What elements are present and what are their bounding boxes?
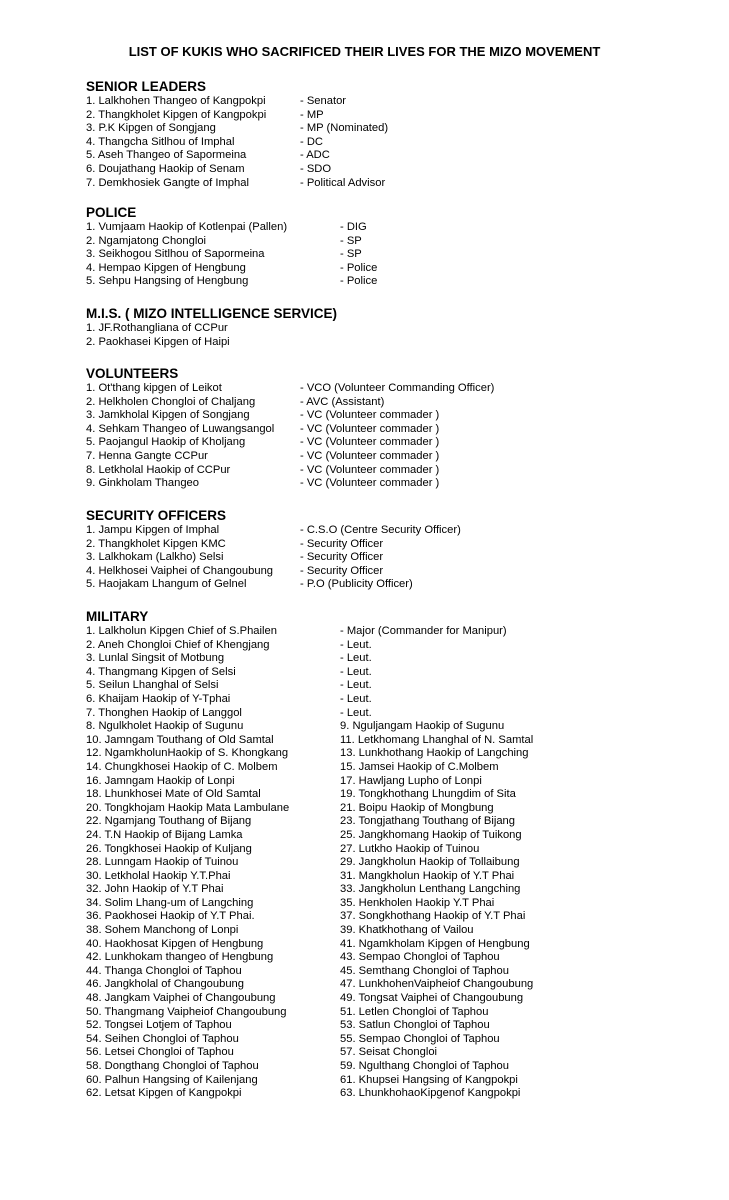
entry-name: 1. Vumjaam Haokip of Kotlenpai (Pallen) (86, 221, 288, 233)
entry-rank: - C.S.O (Centre Security Officer) (300, 524, 461, 536)
list-item (86, 720, 505, 734)
entry-name: 4. Thangmang Kipgen of Selsi (86, 665, 236, 678)
list-item (86, 856, 520, 870)
list-item (86, 1087, 521, 1101)
section-police (86, 205, 378, 289)
entry-rank: 47. LunkhohenVaipheiof Changoubung (340, 978, 534, 991)
section-heading: M.I.S. ( MIZO INTELLIGENCE SERVICE) (86, 306, 338, 321)
entry-name: 7. Henna Gangte CCPur (86, 449, 208, 462)
entry-name: 1. Jampu Kipgen of Imphal (86, 524, 220, 536)
entry-name: 60. Palhun Hangsing of Kailenjang (86, 1073, 258, 1086)
list-item (86, 1005, 489, 1020)
entry-name: 12. NgamkholunHaokip of S. Khongkang (86, 747, 289, 760)
list-item (86, 910, 526, 924)
entry-name: 20. Tongkhojam Haokip Mata Lambulane (86, 801, 290, 814)
list-item (86, 896, 495, 911)
entry-name: 7. Demkhosiek Gangte of Imphal (86, 176, 249, 189)
entry-name: 4. Thangcha Sitlhou of Imphal (86, 135, 235, 148)
list-item (86, 248, 362, 262)
entry-name: 40. Haokhosat Kipgen of Hengbung (86, 937, 264, 950)
entry-rank: - Security Officer (300, 564, 384, 577)
entry-rank: - AVC (Assistant) (300, 395, 385, 408)
list-item (86, 801, 494, 816)
entry-name: 3. P.K Kipgen of Songjang (86, 122, 216, 135)
list-item (86, 234, 362, 249)
list-item (86, 221, 367, 235)
entry-rank: 53. Satlun Chongloi of Taphou (340, 1019, 490, 1032)
entry-rank: - Police (340, 275, 378, 288)
entry-rank: 37. Songkhothang Haokip of Y.T Phai (340, 910, 526, 923)
list-item (86, 774, 482, 789)
list-item (86, 463, 440, 478)
entry-name: 3. Lalkhokam (Lalkho) Selsi (86, 551, 224, 564)
list-item (86, 788, 516, 802)
entry-name: 44. Thanga Chongloi of Taphou (86, 964, 242, 977)
entry-name: 2. Thangkholet Kipgen of Kangpokpi (86, 108, 267, 121)
entry-name: 38. Sohem Manchong of Lonpi (86, 924, 239, 937)
entry-rank: 61. Khupsei Hangsing of Kangpokpi (340, 1073, 518, 1086)
entry-rank: - DC (300, 135, 323, 148)
entry-name: 14. Chungkhosei Haokip of C. Molbem (86, 760, 278, 773)
list-item (86, 1019, 490, 1033)
list-item (86, 422, 440, 437)
entry-name: 3. Seikhogou Sitlhou of Sapormeina (86, 248, 265, 261)
entry-name: 56. Letsei Chongloi of Taphou (86, 1046, 234, 1059)
entry-name: 48. Jangkam Vaiphei of Changoubung (86, 992, 276, 1005)
entry-name: 42. Lunkhokam thangeo of Hengbung (86, 951, 274, 964)
entry-rank: - VC (Volunteer commader ) (300, 409, 440, 422)
list-item (86, 815, 516, 829)
list-item (86, 108, 324, 123)
list-item (86, 951, 500, 965)
entry-rank: 43. Sempao Chongloi of Taphou (340, 951, 500, 964)
entry-name: 28. Lunngam Haokip of Tuinou (86, 856, 239, 869)
entry-rank: - Senator (300, 95, 347, 107)
entry-rank: - Leut. (340, 706, 372, 719)
entry-rank: - SP (340, 248, 362, 261)
list-item (86, 395, 385, 410)
list-item (86, 322, 337, 336)
entry-rank: - SP (340, 234, 362, 247)
entry-name: 1. JF.Rothangliana of CCPur (86, 322, 228, 334)
list-item (86, 733, 534, 748)
list-item (86, 964, 509, 979)
list-item (86, 1073, 518, 1088)
list-item (86, 135, 323, 150)
list-item (86, 869, 515, 884)
entry-name: 1. Lalkholun Kipgen Chief of S.Phailen (86, 625, 277, 637)
entry-rank: 19. Tongkhothang Lhungdim of Sita (340, 788, 516, 801)
entry-rank: - Leut. (340, 638, 372, 651)
entry-name: 6. Khaijam Haokip of Y-Tphai (86, 692, 231, 705)
entry-rank: - VC (Volunteer commader ) (300, 436, 440, 449)
entry-name: 2. Paokhasei Kipgen of Haipi (86, 335, 230, 348)
entry-name: 34. Solim Lhang-um of Langching (86, 896, 254, 909)
entry-name: 32. John Haokip of Y.T Phai (86, 883, 224, 896)
list-item (86, 706, 372, 721)
entry-rank: 49. Tongsat Vaiphei of Changoubung (340, 992, 524, 1005)
list-item (86, 842, 480, 857)
entry-rank: 51. Letlen Chongloi of Taphou (340, 1005, 489, 1018)
list-item (86, 924, 474, 938)
list-item (86, 162, 332, 177)
entry-rank: - SDO (300, 162, 332, 175)
list-item (86, 828, 522, 843)
list-item (86, 551, 384, 565)
entry-rank: 39. Khatkhothang of Vailou (340, 924, 474, 937)
list-item (86, 409, 440, 423)
list-item (86, 336, 337, 350)
entry-name: 16. Jamngam Haokip of Lonpi (86, 774, 235, 787)
entry-name: 36. Paokhosei Haokip of Y.T Phai. (86, 910, 255, 923)
entry-rank: 41. Ngamkholam Kipgen of Hengbung (340, 937, 530, 950)
list-item (86, 261, 378, 276)
entry-rank: 29. Jangkholun Haokip of Tollaibung (340, 856, 520, 869)
entry-name: 2. Aneh Chongloi Chief of Khengjang (86, 638, 270, 651)
entry-name: 26. Tongkhosei Haokip of Kuljang (86, 842, 252, 855)
list-item (86, 524, 461, 538)
entry-name: 10. Jamngam Touthang of Old Samtal (86, 733, 274, 746)
section-heading: SECURITY OFFICERS (86, 508, 227, 523)
entry-name: 1. Ot'thang kipgen of Leikot (86, 382, 222, 394)
list-item (86, 883, 521, 897)
list-item (86, 477, 440, 491)
entry-rank: - Police (340, 261, 378, 274)
entry-name: 3. Jamkholal Kipgen of Songjang (86, 409, 250, 422)
entry-rank: 15. Jamsei Haokip of C.Molbem (340, 760, 499, 773)
entry-rank: 21. Boipu Haokip of Mongbung (340, 801, 494, 814)
entry-name: 4. Sehkam Thangeo of Luwangsangol (86, 422, 275, 435)
section-heading: SENIOR LEADERS (86, 79, 207, 94)
entry-name: 22. Ngamjang Touthang of Bijang (86, 815, 252, 828)
list-item (86, 978, 534, 992)
section-heading: MILITARY (86, 609, 149, 624)
list-item (86, 692, 372, 707)
entry-rank: 63. LhunkhohaoKipgenof Kangpokpi (340, 1087, 521, 1100)
entry-rank: - ADC (300, 149, 330, 162)
entry-rank: - MP (300, 108, 324, 121)
entry-rank: - Major (Commander for Manipur) (340, 625, 507, 637)
entry-name: 58. Dongthang Chongloi of Taphou (86, 1060, 259, 1072)
list-item (86, 638, 372, 653)
entry-name: 2. Ngamjatong Chongloi (86, 234, 207, 247)
section-heading: VOLUNTEERS (86, 366, 179, 381)
list-item (86, 95, 347, 109)
entry-rank: - VCO (Volunteer Commanding Officer) (300, 382, 495, 394)
entry-rank: - MP (Nominated) (300, 122, 389, 135)
entry-name: 50. Thangmang Vaipheiof Changoubung (86, 1005, 287, 1018)
entry-name: 46. Jangkholal of Changoubung (86, 978, 244, 991)
entry-rank: 11. Letkhomang Lhanghal of N. Samtal (340, 733, 534, 746)
list-item (86, 652, 372, 666)
entry-rank: 31. Mangkholun Haokip of Y.T Phai (340, 869, 515, 882)
entry-name: 5. Paojangul Haokip of Kholjang (86, 436, 246, 449)
entry-rank: 55. Sempao Chongloi of Taphou (340, 1032, 500, 1045)
entry-rank: - Political Advisor (300, 176, 386, 189)
list-item (86, 625, 507, 639)
list-item (86, 665, 372, 680)
list-item (86, 564, 384, 579)
entry-rank: - VC (Volunteer commader ) (300, 463, 440, 476)
entry-name: 54. Seihen Chongloi of Taphou (86, 1032, 239, 1045)
list-item (86, 149, 330, 163)
entry-name: 30. Letkholal Haokip Y.T.Phai (86, 869, 231, 882)
entry-rank: 59. Ngulthang Chongloi of Taphou (340, 1060, 509, 1072)
entry-rank: - P.O (Publicity Officer) (300, 578, 413, 591)
list-item (86, 747, 529, 761)
entry-name: 6. Doujathang Haokip of Senam (86, 162, 245, 175)
entry-name: 5. Sehpu Hangsing of Hengbung (86, 275, 249, 288)
list-item (86, 176, 386, 191)
entry-rank: - Leut. (340, 679, 372, 692)
entry-name: 5. Aseh Thangeo of Sapormeina (86, 149, 247, 162)
entry-rank: 57. Seisat Chongloi (340, 1046, 438, 1059)
entry-rank: - Security Officer (300, 551, 384, 564)
list-item (86, 122, 389, 136)
section-senior-leaders (86, 79, 389, 190)
list-item (86, 537, 384, 552)
entry-rank: 17. Hawljang Lupho of Lonpi (340, 774, 482, 787)
section-heading: POLICE (86, 205, 137, 220)
entry-name: 2. Helkholen Chongloi of Chaljang (86, 395, 256, 408)
entry-name: 3. Lunlal Singsit of Motbung (86, 652, 225, 665)
list-item (86, 1032, 500, 1047)
entry-rank: - Leut. (340, 665, 372, 678)
entry-name: 4. Hempao Kipgen of Hengbung (86, 261, 246, 274)
list-item (86, 382, 495, 396)
entry-rank: 9. Nguljangam Haokip of Sugunu (340, 720, 505, 733)
entry-name: 5. Seilun Lhanghal of Selsi (86, 679, 219, 692)
section-military (86, 609, 534, 1101)
list-item (86, 679, 372, 693)
entry-rank: - VC (Volunteer commader ) (300, 477, 440, 490)
entry-name: 4. Helkhosei Vaiphei of Changoubung (86, 564, 274, 577)
list-item (86, 578, 413, 592)
entry-rank: - Security Officer (300, 537, 384, 550)
entry-name: 62. Letsat Kipgen of Kangpokpi (86, 1087, 242, 1100)
entry-name: 8. Ngulkholet Haokip of Sugunu (86, 720, 244, 733)
list-item (86, 275, 378, 289)
entry-rank: - VC (Volunteer commader ) (300, 449, 440, 462)
list-item (86, 449, 440, 464)
list-item (86, 1046, 438, 1060)
entry-rank: 33. Jangkholun Lenthang Langching (340, 883, 521, 896)
entry-rank: 35. Henkholen Haokip Y.T Phai (340, 896, 495, 909)
entry-rank: - VC (Volunteer commader ) (300, 422, 440, 435)
entry-rank: - DIG (340, 221, 367, 233)
entry-name: 8. Letkholal Haokip of CCPur (86, 463, 231, 476)
list-item (86, 992, 524, 1006)
entry-rank: 27. Lutkho Haokip of Tuinou (340, 842, 480, 855)
section-mis (86, 306, 337, 349)
entry-rank: 13. Lunkhothang Haokip of Langching (340, 747, 529, 760)
list-item (86, 436, 440, 450)
entry-rank: 23. Tongjathang Touthang of Bijang (340, 815, 516, 828)
entry-name: 18. Lhunkhosei Mate of Old Samtal (86, 788, 261, 801)
list-item (86, 1060, 509, 1074)
entry-name: 5. Haojakam Lhangum of Gelnel (86, 578, 247, 591)
entry-name: 1. Lalkhohen Thangeo of Kangpokpi (86, 95, 266, 107)
section-volunteers (86, 366, 495, 491)
entry-rank: 45. Semthang Chongloi of Taphou (340, 964, 509, 977)
entry-name: 52. Tongsei Lotjem of Taphou (86, 1019, 232, 1032)
entry-name: 9. Ginkholam Thangeo (86, 477, 199, 490)
entry-name: 24. T.N Haokip of Bijang Lamka (86, 828, 243, 841)
list-item (86, 937, 530, 952)
entry-name: 7. Thonghen Haokip of Langgol (86, 706, 242, 719)
entry-rank: 25. Jangkhomang Haokip of Tuikong (340, 828, 522, 841)
section-security-officers (86, 508, 461, 592)
list-item (86, 760, 499, 775)
entry-name: 2. Thangkholet Kipgen KMC (86, 537, 226, 550)
page-title: LIST OF KUKIS WHO SACRIFICED THEIR LIVES FOR THE MIZO MOVEMENT (128, 44, 601, 59)
entry-rank: - Leut. (340, 652, 372, 665)
entry-rank: - Leut. (340, 692, 372, 705)
